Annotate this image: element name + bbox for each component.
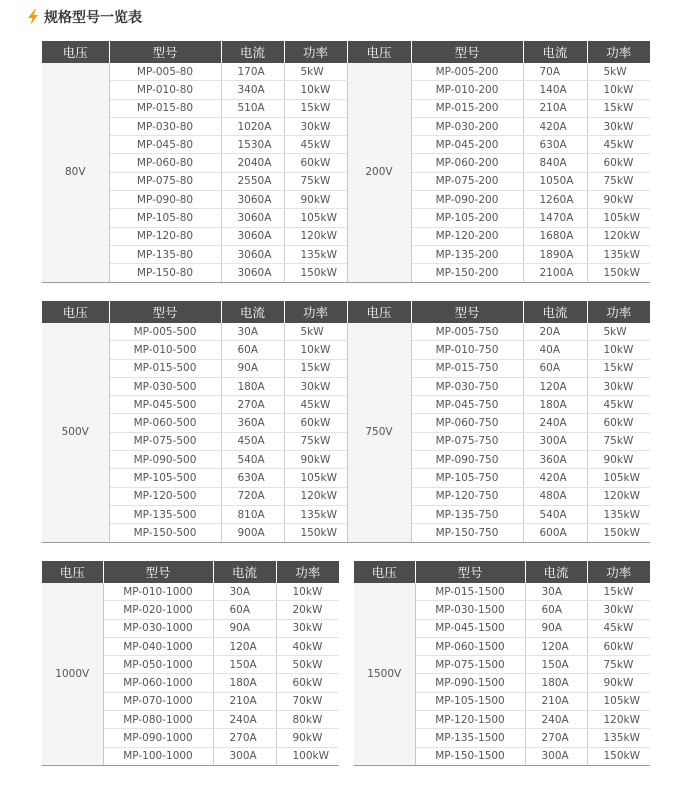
model-cell: MP-060-80 xyxy=(109,154,221,172)
model-cell: MP-010-200 xyxy=(411,81,523,99)
current-cell: 240A xyxy=(523,414,587,432)
model-cell: MP-045-500 xyxy=(109,396,221,414)
table-row xyxy=(42,505,650,523)
model-cell: MP-030-200 xyxy=(411,117,523,135)
column-header: 电流 xyxy=(523,301,587,323)
model-cell: MP-150-80 xyxy=(109,264,221,282)
column-header: 型号 xyxy=(109,301,221,323)
power-cell: 75kW xyxy=(587,432,650,450)
table-row xyxy=(42,227,650,245)
power-cell: 105kW xyxy=(284,209,347,227)
current-cell: 2550A xyxy=(221,172,284,190)
power-cell: 75kW xyxy=(587,172,650,190)
model-cell: MP-030-500 xyxy=(109,377,221,395)
model-cell: MP-150-500 xyxy=(109,524,221,542)
current-cell: 170A xyxy=(221,63,284,81)
power-cell: 30kW xyxy=(587,601,650,619)
table-row xyxy=(42,191,650,209)
model-cell: MP-150-1500 xyxy=(415,747,525,765)
power-cell: 150kW xyxy=(587,747,650,765)
power-cell: 70kW xyxy=(276,692,339,710)
column-header: 电流 xyxy=(523,41,587,63)
power-cell: 15kW xyxy=(284,99,347,117)
section-title xyxy=(27,7,142,27)
current-cell: 810A xyxy=(221,505,284,523)
power-cell: 5kW xyxy=(284,323,347,341)
power-cell: 135kW xyxy=(587,729,650,747)
current-cell: 150A xyxy=(525,656,587,674)
model-cell: MP-045-200 xyxy=(411,136,523,154)
current-cell: 840A xyxy=(523,154,587,172)
power-cell: 45kW xyxy=(587,136,650,154)
power-cell: 45kW xyxy=(587,619,650,637)
model-cell: MP-090-500 xyxy=(109,451,221,469)
power-cell: 45kW xyxy=(284,396,347,414)
table-row xyxy=(42,264,650,282)
current-cell: 420A xyxy=(523,117,587,135)
power-cell: 15kW xyxy=(587,99,650,117)
model-cell: MP-105-1500 xyxy=(415,692,525,710)
power-cell: 80kW xyxy=(276,711,339,729)
power-cell: 120kW xyxy=(587,227,650,245)
current-cell: 30A xyxy=(213,583,276,601)
column-header: 电压 xyxy=(347,301,411,323)
model-cell: MP-015-750 xyxy=(411,359,523,377)
current-cell: 210A xyxy=(525,692,587,710)
model-cell: MP-135-80 xyxy=(109,245,221,263)
current-cell: 60A xyxy=(221,341,284,359)
model-cell: MP-010-80 xyxy=(109,81,221,99)
current-cell: 340A xyxy=(221,81,284,99)
power-cell: 150kW xyxy=(587,264,650,282)
power-cell: 75kW xyxy=(587,656,650,674)
power-cell: 30kW xyxy=(284,377,347,395)
model-cell: MP-015-200 xyxy=(411,99,523,117)
current-cell: 210A xyxy=(523,99,587,117)
model-cell: MP-060-200 xyxy=(411,154,523,172)
table-row xyxy=(42,341,650,359)
model-cell: MP-150-200 xyxy=(411,264,523,282)
voltage-cell: 1000V xyxy=(42,583,103,765)
model-cell: MP-045-750 xyxy=(411,396,523,414)
model-cell: MP-120-200 xyxy=(411,227,523,245)
column-header: 功率 xyxy=(587,561,650,583)
power-cell: 150kW xyxy=(284,524,347,542)
model-cell: MP-060-750 xyxy=(411,414,523,432)
power-cell: 5kW xyxy=(284,63,347,81)
current-cell: 3060A xyxy=(221,227,284,245)
model-cell: MP-090-1500 xyxy=(415,674,525,692)
power-cell: 10kW xyxy=(284,341,347,359)
header-row xyxy=(354,561,650,583)
power-cell: 30kW xyxy=(284,117,347,135)
model-cell: MP-050-1000 xyxy=(103,656,213,674)
power-cell: 150kW xyxy=(284,264,347,282)
power-cell: 45kW xyxy=(587,396,650,414)
model-cell: MP-105-80 xyxy=(109,209,221,227)
current-cell: 60A xyxy=(523,359,587,377)
power-cell: 60kW xyxy=(587,414,650,432)
model-cell: MP-075-200 xyxy=(411,172,523,190)
power-cell: 45kW xyxy=(284,136,347,154)
current-cell: 1260A xyxy=(523,191,587,209)
power-cell: 150kW xyxy=(587,524,650,542)
header-row xyxy=(42,301,650,323)
header-row xyxy=(42,41,650,63)
power-cell: 75kW xyxy=(284,432,347,450)
column-header: 电流 xyxy=(221,41,284,63)
table-row xyxy=(42,99,650,117)
table-row xyxy=(42,323,650,341)
table-row xyxy=(42,432,650,450)
model-cell: MP-015-500 xyxy=(109,359,221,377)
power-cell: 135kW xyxy=(284,505,347,523)
power-cell: 60kW xyxy=(587,637,650,655)
column-header: 电压 xyxy=(42,301,109,323)
current-cell: 360A xyxy=(523,451,587,469)
current-cell: 450A xyxy=(221,432,284,450)
table-row xyxy=(42,117,650,135)
spec-table-1000v xyxy=(42,561,339,766)
table-row xyxy=(42,414,650,432)
model-cell: MP-135-750 xyxy=(411,505,523,523)
power-cell: 105kW xyxy=(587,692,650,710)
power-cell: 10kW xyxy=(587,341,650,359)
power-cell: 15kW xyxy=(587,583,650,601)
voltage-cell: 750V xyxy=(347,323,411,542)
column-header: 功率 xyxy=(284,41,347,63)
column-header: 型号 xyxy=(103,561,213,583)
current-cell: 1680A xyxy=(523,227,587,245)
table-row xyxy=(42,583,339,601)
column-header: 电流 xyxy=(213,561,276,583)
current-cell: 1020A xyxy=(221,117,284,135)
power-cell: 30kW xyxy=(587,377,650,395)
model-cell: MP-090-80 xyxy=(109,191,221,209)
current-cell: 90A xyxy=(525,619,587,637)
current-cell: 120A xyxy=(213,637,276,655)
table-row xyxy=(42,154,650,172)
lightning-bolt-icon xyxy=(27,9,39,25)
power-cell: 15kW xyxy=(284,359,347,377)
table-row xyxy=(42,136,650,154)
power-cell: 5kW xyxy=(587,63,650,81)
model-cell: MP-015-80 xyxy=(109,99,221,117)
current-cell: 240A xyxy=(213,711,276,729)
table-row xyxy=(42,81,650,99)
current-cell: 1470A xyxy=(523,209,587,227)
table-row xyxy=(42,469,650,487)
power-cell: 120kW xyxy=(587,711,650,729)
table-row xyxy=(42,63,650,81)
power-cell: 10kW xyxy=(587,81,650,99)
power-cell: 5kW xyxy=(587,323,650,341)
current-cell: 120A xyxy=(523,377,587,395)
current-cell: 270A xyxy=(213,729,276,747)
spec-table-80v-200v xyxy=(42,41,650,283)
current-cell: 2100A xyxy=(523,264,587,282)
model-cell: MP-020-1000 xyxy=(103,601,213,619)
model-cell: MP-060-1500 xyxy=(415,637,525,655)
power-cell: 60kW xyxy=(276,674,339,692)
current-cell: 3060A xyxy=(221,191,284,209)
power-cell: 10kW xyxy=(284,81,347,99)
power-cell: 120kW xyxy=(587,487,650,505)
current-cell: 2040A xyxy=(221,154,284,172)
current-cell: 180A xyxy=(213,674,276,692)
spec-table-1500v xyxy=(354,561,650,766)
current-cell: 300A xyxy=(213,747,276,765)
table-row xyxy=(42,359,650,377)
voltage-cell: 1500V xyxy=(354,583,415,765)
current-cell: 3060A xyxy=(221,209,284,227)
power-cell: 60kW xyxy=(284,414,347,432)
power-cell: 30kW xyxy=(276,619,339,637)
current-cell: 90A xyxy=(213,619,276,637)
column-header: 功率 xyxy=(284,301,347,323)
voltage-cell: 500V xyxy=(42,323,109,542)
current-cell: 30A xyxy=(525,583,587,601)
model-cell: MP-135-1500 xyxy=(415,729,525,747)
power-cell: 105kW xyxy=(587,469,650,487)
power-cell: 90kW xyxy=(587,191,650,209)
table-row xyxy=(42,209,650,227)
current-cell: 270A xyxy=(525,729,587,747)
table-row xyxy=(42,396,650,414)
current-cell: 90A xyxy=(221,359,284,377)
column-header: 电流 xyxy=(525,561,587,583)
current-cell: 70A xyxy=(523,63,587,81)
model-cell: MP-070-1000 xyxy=(103,692,213,710)
current-cell: 1050A xyxy=(523,172,587,190)
voltage-cell: 200V xyxy=(347,63,411,282)
model-cell: MP-045-1500 xyxy=(415,619,525,637)
model-cell: MP-120-80 xyxy=(109,227,221,245)
current-cell: 480A xyxy=(523,487,587,505)
power-cell: 90kW xyxy=(587,674,650,692)
voltage-cell: 80V xyxy=(42,63,109,282)
current-cell: 1530A xyxy=(221,136,284,154)
current-cell: 180A xyxy=(221,377,284,395)
model-cell: MP-030-750 xyxy=(411,377,523,395)
current-cell: 600A xyxy=(523,524,587,542)
model-cell: MP-135-200 xyxy=(411,245,523,263)
power-cell: 90kW xyxy=(276,729,339,747)
model-cell: MP-005-500 xyxy=(109,323,221,341)
table-row xyxy=(42,377,650,395)
model-cell: MP-030-1500 xyxy=(415,601,525,619)
table-row xyxy=(42,524,650,542)
current-cell: 420A xyxy=(523,469,587,487)
power-cell: 100kW xyxy=(276,747,339,765)
current-cell: 540A xyxy=(523,505,587,523)
power-cell: 20kW xyxy=(276,601,339,619)
current-cell: 1890A xyxy=(523,245,587,263)
column-header: 型号 xyxy=(109,41,221,63)
model-cell: MP-075-500 xyxy=(109,432,221,450)
current-cell: 270A xyxy=(221,396,284,414)
model-cell: MP-080-1000 xyxy=(103,711,213,729)
current-cell: 40A xyxy=(523,341,587,359)
current-cell: 900A xyxy=(221,524,284,542)
power-cell: 60kW xyxy=(284,154,347,172)
current-cell: 140A xyxy=(523,81,587,99)
model-cell: MP-105-200 xyxy=(411,209,523,227)
model-cell: MP-010-1000 xyxy=(103,583,213,601)
power-cell: 60kW xyxy=(587,154,650,172)
model-cell: MP-090-200 xyxy=(411,191,523,209)
power-cell: 15kW xyxy=(587,359,650,377)
table-row xyxy=(42,487,650,505)
model-cell: MP-010-750 xyxy=(411,341,523,359)
power-cell: 90kW xyxy=(284,191,347,209)
power-cell: 135kW xyxy=(587,505,650,523)
model-cell: MP-060-500 xyxy=(109,414,221,432)
current-cell: 300A xyxy=(525,747,587,765)
power-cell: 105kW xyxy=(284,469,347,487)
model-cell: MP-005-80 xyxy=(109,63,221,81)
model-cell: MP-005-200 xyxy=(411,63,523,81)
power-cell: 120kW xyxy=(284,227,347,245)
current-cell: 180A xyxy=(525,674,587,692)
column-header: 功率 xyxy=(276,561,339,583)
column-header: 电压 xyxy=(347,41,411,63)
model-cell: MP-040-1000 xyxy=(103,637,213,655)
model-cell: MP-030-1000 xyxy=(103,619,213,637)
table-row xyxy=(42,172,650,190)
current-cell: 720A xyxy=(221,487,284,505)
model-cell: MP-005-750 xyxy=(411,323,523,341)
model-cell: MP-105-750 xyxy=(411,469,523,487)
power-cell: 135kW xyxy=(284,245,347,263)
table-row xyxy=(354,583,650,601)
power-cell: 90kW xyxy=(284,451,347,469)
model-cell: MP-075-1500 xyxy=(415,656,525,674)
current-cell: 210A xyxy=(213,692,276,710)
column-header: 功率 xyxy=(587,41,650,63)
power-cell: 105kW xyxy=(587,209,650,227)
column-header: 型号 xyxy=(415,561,525,583)
current-cell: 3060A xyxy=(221,245,284,263)
current-cell: 540A xyxy=(221,451,284,469)
power-cell: 50kW xyxy=(276,656,339,674)
current-cell: 300A xyxy=(523,432,587,450)
current-cell: 630A xyxy=(221,469,284,487)
table-row xyxy=(42,451,650,469)
power-cell: 30kW xyxy=(587,117,650,135)
power-cell: 90kW xyxy=(587,451,650,469)
model-cell: MP-100-1000 xyxy=(103,747,213,765)
power-cell: 40kW xyxy=(276,637,339,655)
model-cell: MP-060-1000 xyxy=(103,674,213,692)
power-cell: 135kW xyxy=(587,245,650,263)
current-cell: 240A xyxy=(525,711,587,729)
current-cell: 60A xyxy=(525,601,587,619)
model-cell: MP-075-80 xyxy=(109,172,221,190)
column-header: 电流 xyxy=(221,301,284,323)
spec-table-500v-750v xyxy=(42,301,650,543)
model-cell: MP-105-500 xyxy=(109,469,221,487)
table-row xyxy=(42,245,650,263)
current-cell: 30A xyxy=(221,323,284,341)
header-row xyxy=(42,561,339,583)
model-cell: MP-030-80 xyxy=(109,117,221,135)
power-cell: 75kW xyxy=(284,172,347,190)
current-cell: 120A xyxy=(525,637,587,655)
current-cell: 360A xyxy=(221,414,284,432)
current-cell: 20A xyxy=(523,323,587,341)
current-cell: 510A xyxy=(221,99,284,117)
model-cell: MP-090-750 xyxy=(411,451,523,469)
model-cell: MP-120-1500 xyxy=(415,711,525,729)
column-header: 功率 xyxy=(587,301,650,323)
model-cell: MP-075-750 xyxy=(411,432,523,450)
model-cell: MP-090-1000 xyxy=(103,729,213,747)
model-cell: MP-045-80 xyxy=(109,136,221,154)
column-header: 电压 xyxy=(42,41,109,63)
model-cell: MP-120-750 xyxy=(411,487,523,505)
power-cell: 10kW xyxy=(276,583,339,601)
model-cell: MP-135-500 xyxy=(109,505,221,523)
current-cell: 150A xyxy=(213,656,276,674)
power-cell: 120kW xyxy=(284,487,347,505)
current-cell: 180A xyxy=(523,396,587,414)
page-title: 规格型号一览表 xyxy=(44,10,142,26)
model-cell: MP-015-1500 xyxy=(415,583,525,601)
model-cell: MP-010-500 xyxy=(109,341,221,359)
current-cell: 630A xyxy=(523,136,587,154)
column-header: 型号 xyxy=(411,41,523,63)
model-cell: MP-120-500 xyxy=(109,487,221,505)
current-cell: 60A xyxy=(213,601,276,619)
current-cell: 3060A xyxy=(221,264,284,282)
column-header: 电压 xyxy=(354,561,415,583)
column-header: 型号 xyxy=(411,301,523,323)
column-header: 电压 xyxy=(42,561,103,583)
model-cell: MP-150-750 xyxy=(411,524,523,542)
